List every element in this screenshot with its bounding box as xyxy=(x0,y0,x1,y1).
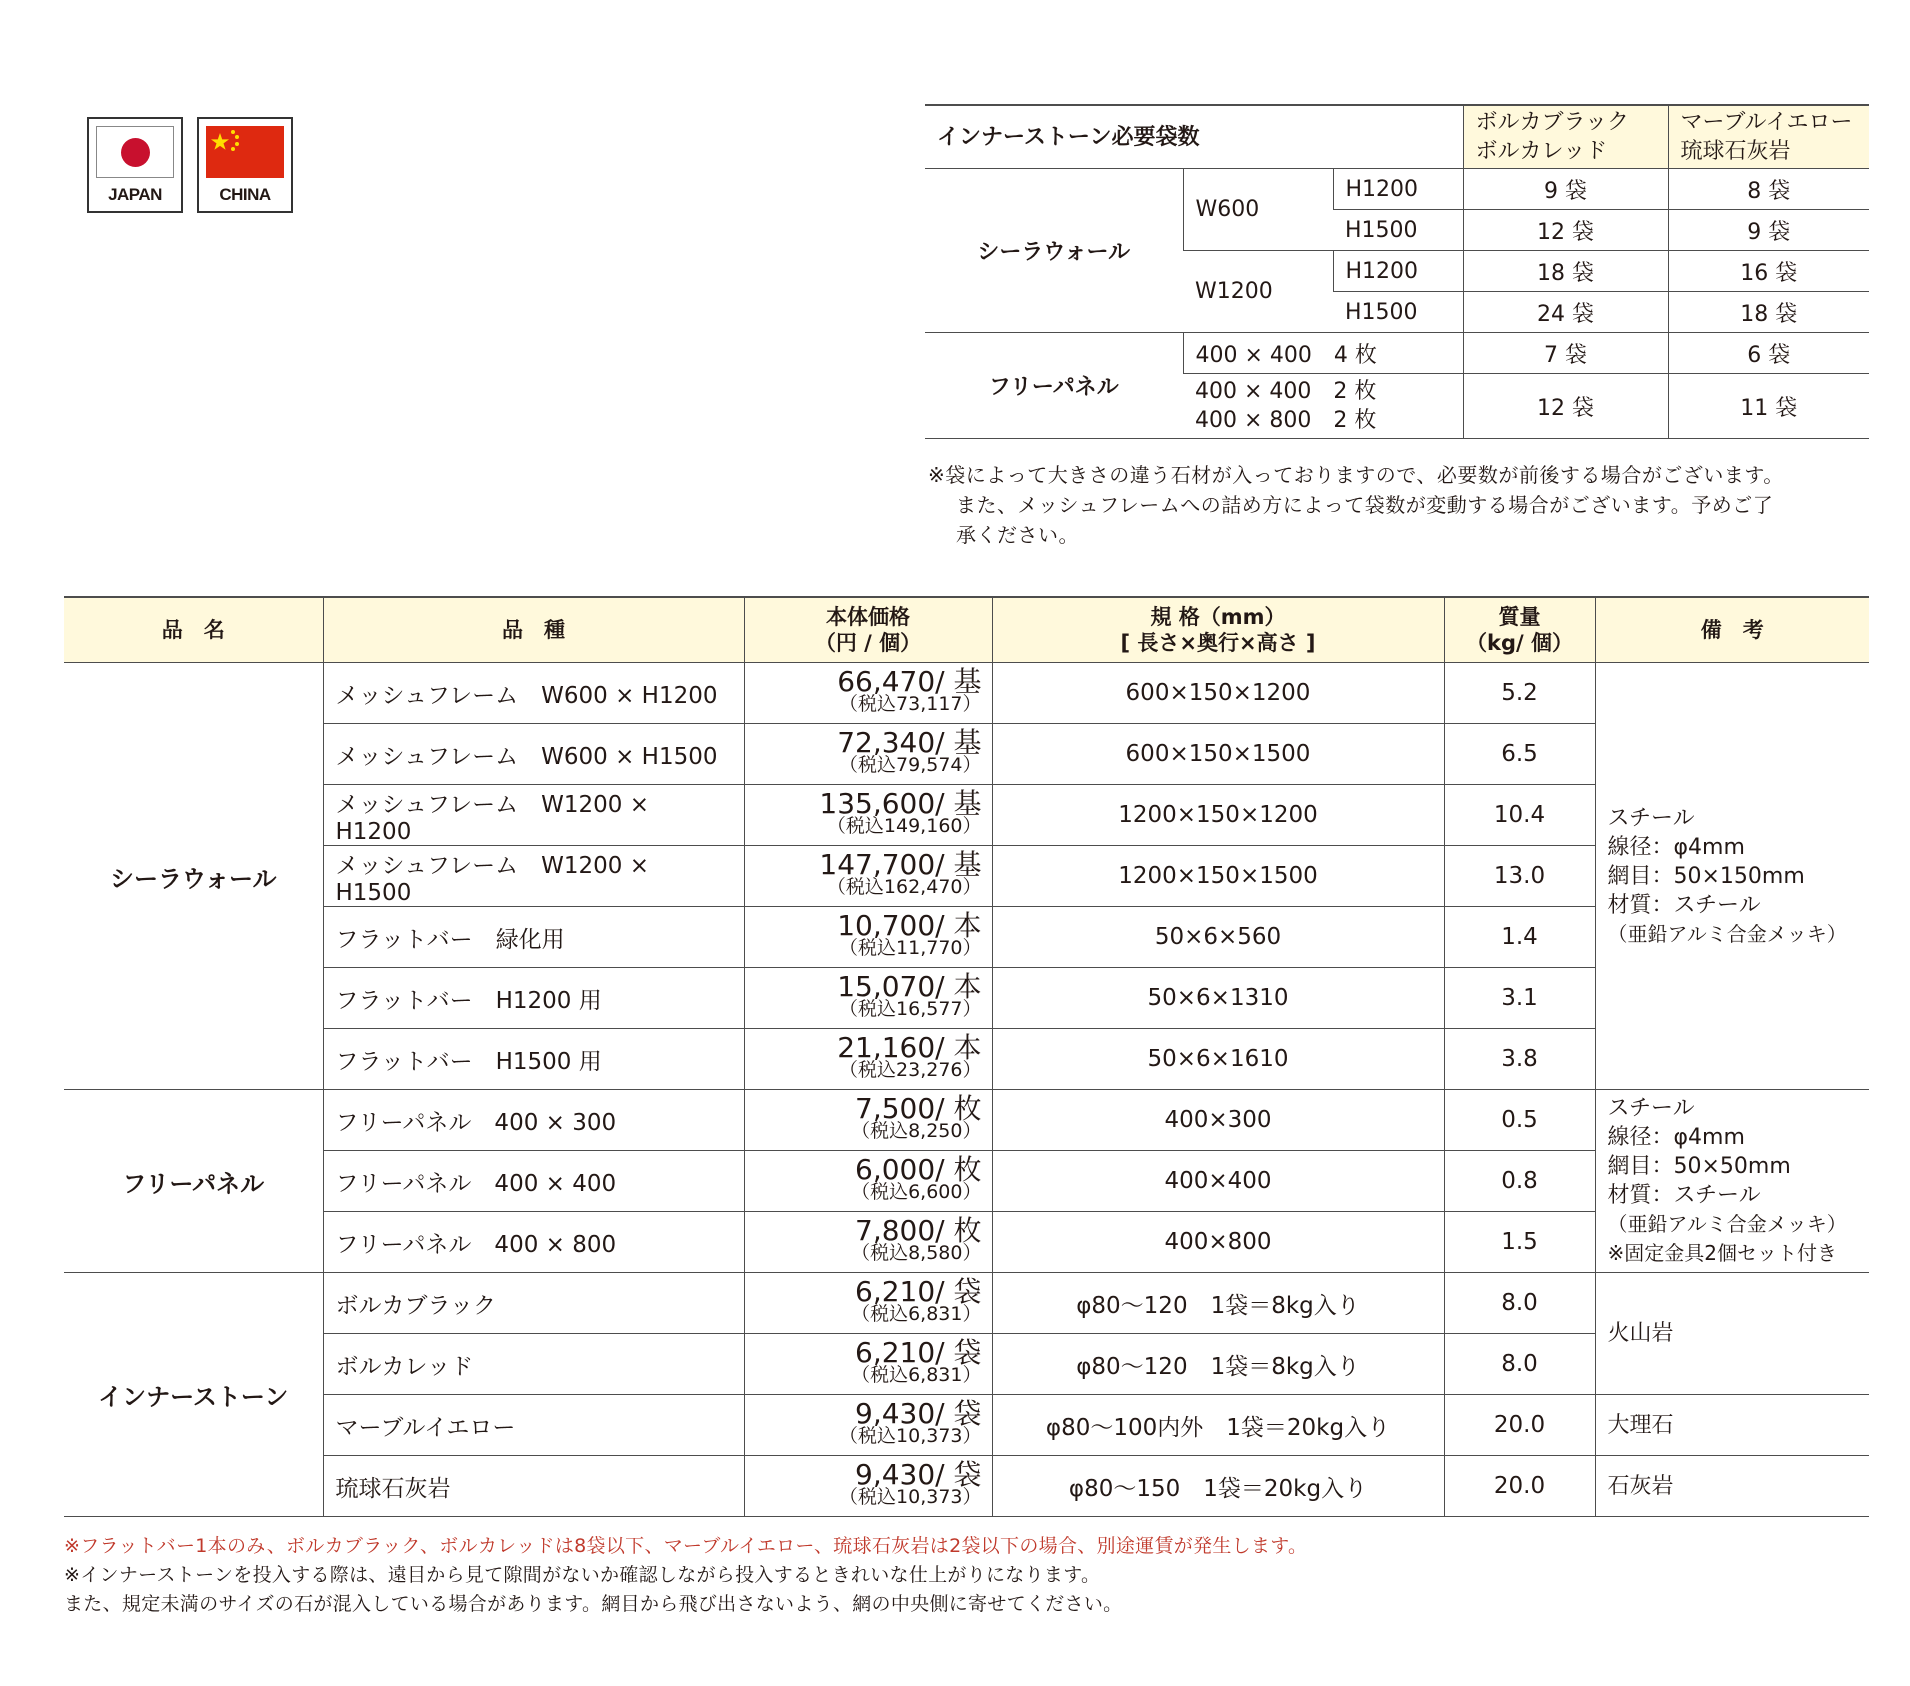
product-weight: 0.8 xyxy=(1444,1151,1595,1212)
china-flag-icon xyxy=(206,126,284,178)
price-value: 6,210/ 袋 xyxy=(855,1336,982,1369)
product-weight: 20.0 xyxy=(1444,1395,1595,1456)
bag-count: 16 袋 xyxy=(1668,251,1869,292)
price-value: 6,000/ 枚 xyxy=(855,1153,982,1186)
china-flag-label: CHINA xyxy=(219,185,271,204)
product-spec: 400×400 xyxy=(992,1151,1444,1212)
table-row xyxy=(64,1456,1869,1517)
product-spec: 1200×150×1500 xyxy=(992,846,1444,907)
bag-col-volca-line1: ボルカブラック xyxy=(1475,110,1630,135)
remarks-sealer-wall xyxy=(1595,663,1869,1090)
remark-line: （亜鉛アルミ合金メッキ） xyxy=(1607,1212,1847,1236)
bag-count: 8 袋 xyxy=(1668,169,1869,210)
price-value: 21,160/ 本 xyxy=(837,1031,982,1064)
product-spec: 600×150×1200 xyxy=(992,663,1444,724)
product-weight: 3.8 xyxy=(1444,1029,1595,1090)
price-value: 135,600/ 基 xyxy=(819,787,982,820)
price-tax: （税込10,373） xyxy=(839,1425,982,1447)
price-tax: （税込10,373） xyxy=(839,1486,982,1508)
product-spec: 50×6×1310 xyxy=(992,968,1444,1029)
table-row xyxy=(64,1273,1869,1334)
header-spec-line2: [ 長さ×奥行×高さ ] xyxy=(1120,631,1316,655)
bag-panel-spec-line1: 400 × 400 2 枚 xyxy=(1195,379,1377,404)
bag-col-volca-line2: ボルカレッド xyxy=(1475,139,1608,164)
product-spec: 400×300 xyxy=(992,1090,1444,1151)
footnotes xyxy=(64,1532,1307,1619)
product-kind: ボルカブラック xyxy=(323,1273,744,1334)
price-value: 15,070/ 本 xyxy=(837,970,982,1003)
product-kind: フラットバー 緑化用 xyxy=(323,907,744,968)
bag-count: 6 袋 xyxy=(1668,333,1869,374)
japan-flag-icon xyxy=(96,126,174,178)
bag-width-w600: W600 xyxy=(1183,169,1333,251)
product-price xyxy=(744,1151,992,1212)
price-tax: （税込79,574） xyxy=(839,754,982,776)
product-weight: 10.4 xyxy=(1444,785,1595,846)
product-price xyxy=(744,1273,992,1334)
bag-note-line3: 承ください。 xyxy=(956,523,1079,547)
footnote-size: また、規定未満のサイズの石が混入している場合があります。網目から飛び出さないよう、網の中央側に寄せてください。 xyxy=(64,1593,1123,1615)
header-weight-line1: 質量 xyxy=(1498,605,1541,629)
product-spec: 400×800 xyxy=(992,1212,1444,1273)
bag-width-w1200: W1200 xyxy=(1183,251,1333,333)
price-value: 72,340/ 基 xyxy=(837,726,982,759)
product-price xyxy=(744,1212,992,1273)
price-value: 10,700/ 本 xyxy=(837,909,982,942)
group-free-panel: フリーパネル xyxy=(64,1090,323,1273)
price-value: 7,500/ 枚 xyxy=(855,1092,982,1125)
table-row xyxy=(64,1090,1869,1151)
remarks-limestone: 石灰岩 xyxy=(1595,1456,1869,1517)
product-weight: 13.0 xyxy=(1444,846,1595,907)
product-weight: 8.0 xyxy=(1444,1334,1595,1395)
bag-table-note xyxy=(928,460,1878,550)
product-weight: 1.4 xyxy=(1444,907,1595,968)
remarks-free-panel xyxy=(1595,1090,1869,1273)
price-tax: （税込6,831） xyxy=(851,1364,982,1386)
price-tax: （税込8,250） xyxy=(851,1120,982,1142)
bag-height: H1500 xyxy=(1333,292,1463,333)
product-kind: フラットバー H1500 用 xyxy=(323,1029,744,1090)
price-tax: （税込73,117） xyxy=(839,693,982,715)
product-price xyxy=(744,663,992,724)
china-flag xyxy=(197,117,293,213)
bag-count: 7 袋 xyxy=(1463,333,1668,374)
price-value: 7,800/ 枚 xyxy=(855,1214,982,1247)
product-spec: φ80〜120 1袋＝8kg入り xyxy=(992,1334,1444,1395)
product-price xyxy=(744,785,992,846)
footnote-filling: ※インナーストーンを投入する際は、遠目から見て隙間がないか確認しながら投入するときれいな仕上がりになります。 xyxy=(64,1564,1101,1586)
product-kind: フリーパネル 400 × 300 xyxy=(323,1090,744,1151)
bag-group-sealer-wall: シーラウォール xyxy=(925,169,1183,333)
product-kind: フリーパネル 400 × 400 xyxy=(323,1151,744,1212)
product-spec: φ80〜100内外 1袋＝20kg入り xyxy=(992,1395,1444,1456)
product-weight: 5.2 xyxy=(1444,663,1595,724)
product-price xyxy=(744,907,992,968)
bag-table-title: インナーストーン必要袋数 xyxy=(925,105,1463,169)
product-kind: マーブルイエロー xyxy=(323,1395,744,1456)
product-kind: フラットバー H1200 用 xyxy=(323,968,744,1029)
bag-note-line1: ※袋によって大きさの違う石材が入っておりますので、必要数が前後する場合がございます。 xyxy=(928,463,1784,487)
product-weight: 3.1 xyxy=(1444,968,1595,1029)
price-tax: （税込162,470） xyxy=(826,876,982,898)
price-tax: （税込16,577） xyxy=(839,998,982,1020)
bag-table-header xyxy=(925,105,1869,169)
bag-count: 9 袋 xyxy=(1668,210,1869,251)
product-price xyxy=(744,1029,992,1090)
product-kind: メッシュフレーム W600 × H1500 xyxy=(323,724,744,785)
product-price xyxy=(744,1456,992,1517)
table-row xyxy=(64,663,1869,724)
price-tax: （税込8,580） xyxy=(851,1242,982,1264)
header-price xyxy=(744,597,992,663)
product-spec: φ80〜120 1袋＝8kg入り xyxy=(992,1273,1444,1334)
remark-line: 材質：スチール xyxy=(1607,1183,1761,1208)
bag-col-marble xyxy=(1668,105,1869,169)
japan-flag-label: JAPAN xyxy=(108,185,162,204)
product-spec: 50×6×1610 xyxy=(992,1029,1444,1090)
header-spec xyxy=(992,597,1444,663)
bag-count: 9 袋 xyxy=(1463,169,1668,210)
bag-col-marble-line2: 琉球石灰岩 xyxy=(1680,139,1791,164)
header-price-line1: 本体価格 xyxy=(826,605,910,629)
inner-stone-bag-table xyxy=(925,104,1869,439)
price-value: 66,470/ 基 xyxy=(837,665,982,698)
bag-note-line2: また、メッシュフレームへの詰め方によって袋数が変動する場合がございます。予めご了 xyxy=(956,493,1774,517)
header-weight xyxy=(1444,597,1595,663)
price-table-header xyxy=(64,597,1869,663)
bag-panel-spec xyxy=(1183,374,1463,439)
table-row xyxy=(64,1395,1869,1456)
product-price xyxy=(744,968,992,1029)
product-kind: メッシュフレーム W1200 × H1500 xyxy=(323,846,744,907)
group-inner-stone: インナーストーン xyxy=(64,1273,323,1517)
header-name: 品 名 xyxy=(64,597,323,663)
bag-count: 11 袋 xyxy=(1668,374,1869,439)
product-weight: 8.0 xyxy=(1444,1273,1595,1334)
bag-col-marble-line1: マーブルイエロー xyxy=(1680,110,1853,135)
remark-line: ※固定金具2個セット付き xyxy=(1607,1241,1837,1265)
bag-count: 24 袋 xyxy=(1463,292,1668,333)
remarks-marble: 大理石 xyxy=(1595,1395,1869,1456)
group-sealer-wall: シーラウォール xyxy=(64,663,323,1090)
product-price xyxy=(744,846,992,907)
bag-count: 18 袋 xyxy=(1463,251,1668,292)
remark-line: 材質：スチール xyxy=(1607,892,1761,918)
product-kind: ボルカレッド xyxy=(323,1334,744,1395)
header-kind: 品 種 xyxy=(323,597,744,663)
bag-height: H1500 xyxy=(1333,210,1463,251)
product-kind: フリーパネル 400 × 800 xyxy=(323,1212,744,1273)
remark-line: 線径：φ4mm xyxy=(1607,834,1745,860)
product-spec: 600×150×1500 xyxy=(992,724,1444,785)
table-row xyxy=(925,169,1869,210)
product-kind: メッシュフレーム W600 × H1200 xyxy=(323,663,744,724)
product-spec: φ80〜150 1袋＝20kg入り xyxy=(992,1456,1444,1517)
table-row xyxy=(925,333,1869,374)
product-price xyxy=(744,1090,992,1151)
header-price-line2: （円 / 個） xyxy=(814,631,922,655)
product-price xyxy=(744,724,992,785)
price-value: 6,210/ 袋 xyxy=(855,1275,982,1308)
bag-group-free-panel: フリーパネル xyxy=(925,333,1183,439)
bag-panel-spec-line2: 400 × 800 2 枚 xyxy=(1195,408,1377,433)
header-weight-line2: （kg/ 個） xyxy=(1466,631,1573,655)
header-remarks: 備 考 xyxy=(1595,597,1869,663)
remark-line: スチール xyxy=(1607,1096,1695,1121)
price-table xyxy=(64,596,1869,1517)
price-tax: （税込149,160） xyxy=(826,815,982,837)
bag-count: 12 袋 xyxy=(1463,210,1668,251)
bag-height: H1200 xyxy=(1333,251,1463,292)
bag-col-volca xyxy=(1463,105,1668,169)
remark-line: 網目：50×50mm xyxy=(1607,1154,1791,1179)
remark-line: 網目：50×150mm xyxy=(1607,863,1805,889)
product-kind: 琉球石灰岩 xyxy=(323,1456,744,1517)
remarks-volcanic: 火山岩 xyxy=(1595,1273,1869,1395)
price-tax: （税込6,831） xyxy=(851,1303,982,1325)
price-value: 147,700/ 基 xyxy=(819,848,982,881)
price-tax: （税込11,770） xyxy=(839,937,982,959)
product-weight: 0.5 xyxy=(1444,1090,1595,1151)
remark-line: 線径：φ4mm xyxy=(1607,1125,1745,1150)
footnote-shipping: ※フラットバー1本のみ、ボルカブラック、ボルカレッドは8袋以下、マーブルイエロー、琉球石灰岩は2袋以下の場合、別途運賃が発生します。 xyxy=(64,1535,1308,1557)
product-weight: 6.5 xyxy=(1444,724,1595,785)
price-value: 9,430/ 袋 xyxy=(855,1458,982,1491)
bag-count: 12 袋 xyxy=(1463,374,1668,439)
product-weight: 1.5 xyxy=(1444,1212,1595,1273)
remark-line: スチール xyxy=(1607,805,1695,831)
product-price xyxy=(744,1395,992,1456)
product-spec: 50×6×560 xyxy=(992,907,1444,968)
product-weight: 20.0 xyxy=(1444,1456,1595,1517)
bag-height: H1200 xyxy=(1333,169,1463,210)
product-kind: メッシュフレーム W1200 × H1200 xyxy=(323,785,744,846)
japan-flag xyxy=(87,117,183,213)
price-value: 9,430/ 袋 xyxy=(855,1397,982,1430)
bag-count: 18 袋 xyxy=(1668,292,1869,333)
price-tax: （税込23,276） xyxy=(839,1059,982,1081)
bag-panel-spec: 400 × 400 4 枚 xyxy=(1183,333,1463,374)
price-tax: （税込6,600） xyxy=(851,1181,982,1203)
header-spec-line1: 規 格（mm） xyxy=(1150,605,1286,629)
product-price xyxy=(744,1334,992,1395)
product-spec: 1200×150×1200 xyxy=(992,785,1444,846)
remark-line: （亜鉛アルミ合金メッキ） xyxy=(1607,921,1847,946)
